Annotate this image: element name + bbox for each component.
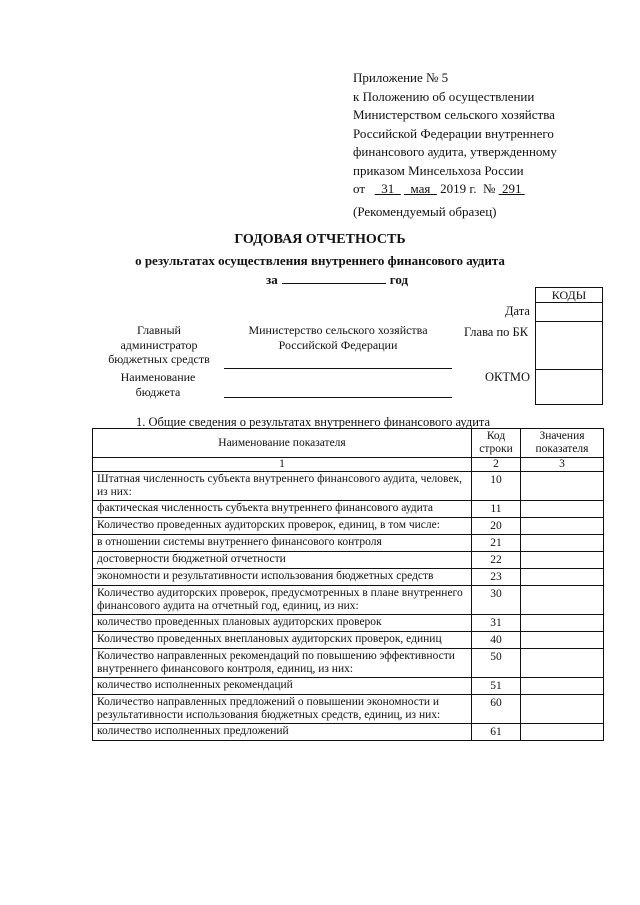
row-name: Количество направленных предложений о повышении экономности и результативности использования бюджетных средств, единиц, из них: bbox=[93, 695, 472, 724]
appendix-line: Министерством сельского хозяйства bbox=[353, 107, 555, 122]
header-value: Значения показателя bbox=[521, 429, 604, 458]
row-name: Количество проведенных аудиторских проверок, единиц, в том числе: bbox=[93, 518, 472, 535]
row-code: 10 bbox=[472, 472, 521, 501]
row-code: 61 bbox=[472, 724, 521, 741]
row-name: Количество аудиторских проверок, предусмотренных в плане внутреннего финансового аудита на отчетный год, единиц, из них: bbox=[93, 586, 472, 615]
order-month: мая bbox=[410, 181, 431, 196]
table-row bbox=[93, 501, 604, 518]
row-code: 31 bbox=[472, 615, 521, 632]
row-value-cell[interactable] bbox=[521, 649, 604, 678]
admin-underline bbox=[224, 368, 452, 369]
table-row bbox=[93, 535, 604, 552]
table-row bbox=[93, 695, 604, 724]
glava-bk-label: Глава по БК bbox=[464, 325, 529, 339]
row-name: Штатная численность субъекта внутреннего финансового аудита, человек, из них: bbox=[93, 472, 472, 501]
row-name: количество проведенных плановых аудиторских проверок bbox=[93, 615, 472, 632]
row-value-cell[interactable] bbox=[521, 724, 604, 741]
row-value-cell[interactable] bbox=[521, 632, 604, 649]
column-number-row bbox=[93, 458, 604, 472]
order-date-line bbox=[353, 180, 557, 199]
row-name: фактическая численность субъекта внутреннего финансового аудита bbox=[93, 501, 472, 518]
row-name: Количество направленных рекомендаций по повышению эффективности внутреннего финансового контроля, единиц, из них: bbox=[93, 649, 472, 678]
date-code-cell bbox=[536, 303, 602, 322]
order-number: 291 bbox=[501, 181, 522, 196]
row-value-cell[interactable] bbox=[521, 569, 604, 586]
table-header-row bbox=[93, 429, 604, 458]
row-code: 50 bbox=[472, 649, 521, 678]
table-row bbox=[93, 518, 604, 535]
row-value-cell[interactable] bbox=[521, 586, 604, 615]
row-value-cell[interactable] bbox=[521, 678, 604, 695]
row-code: 22 bbox=[472, 552, 521, 569]
document-subtitle: о результатах осуществления внутреннего финансового аудита bbox=[135, 253, 505, 268]
row-code: 21 bbox=[472, 535, 521, 552]
glava-code-cell bbox=[536, 322, 602, 370]
row-value-cell[interactable] bbox=[521, 501, 604, 518]
table-row bbox=[93, 649, 604, 678]
row-code: 40 bbox=[472, 632, 521, 649]
row-code: 51 bbox=[472, 678, 521, 695]
appendix-line: Российской Федерации внутреннего bbox=[353, 125, 554, 141]
row-name: количество исполненных предложений bbox=[93, 724, 472, 741]
section-title: 1. Общие сведения о результатах внутреннего финансового аудита bbox=[136, 415, 491, 429]
table-row bbox=[93, 724, 604, 741]
appendix-line: Приложение № 5 bbox=[353, 70, 449, 85]
date-label: Дата bbox=[505, 304, 530, 318]
row-code: 20 bbox=[472, 518, 521, 535]
column-number: 3 bbox=[521, 458, 604, 472]
codes-header: КОДЫ bbox=[536, 288, 602, 303]
document-title: ГОДОВАЯ ОТЧЕТНОСТЬ bbox=[234, 232, 406, 247]
period-blank bbox=[282, 271, 386, 284]
header-code: Код строки bbox=[472, 429, 521, 458]
row-name: количество исполненных рекомендаций bbox=[93, 678, 472, 695]
budget-underline bbox=[224, 397, 452, 398]
indicators-table bbox=[92, 428, 604, 741]
appendix-block bbox=[353, 69, 557, 199]
appendix-line: к Положению об осуществлении bbox=[353, 88, 535, 104]
admin-label: Главный администратор бюджетных средств bbox=[108, 323, 210, 366]
table-row bbox=[93, 472, 604, 501]
order-from-label: от bbox=[353, 181, 366, 196]
row-code: 23 bbox=[472, 569, 521, 586]
table-row bbox=[93, 615, 604, 632]
row-code: 30 bbox=[472, 586, 521, 615]
sample-note: (Рекомендуемый образец) bbox=[353, 204, 497, 219]
budget-label: Наименование бюджета bbox=[120, 370, 196, 399]
appendix-line: финансового аудита, утвержденному bbox=[353, 144, 557, 159]
row-value-cell[interactable] bbox=[521, 535, 604, 552]
period-for-label: за bbox=[266, 272, 278, 287]
period-year-label: год bbox=[389, 272, 409, 287]
header-name: Наименование показателя bbox=[93, 429, 472, 458]
row-name: Количество проведенных внеплановых аудиторских проверок, единиц bbox=[93, 632, 472, 649]
period-line bbox=[266, 271, 408, 288]
order-number-sign: № bbox=[483, 181, 496, 196]
table-row bbox=[93, 632, 604, 649]
table-row bbox=[93, 552, 604, 569]
table-row bbox=[93, 569, 604, 586]
row-value-cell[interactable] bbox=[521, 695, 604, 724]
row-code: 60 bbox=[472, 695, 521, 724]
row-value-cell[interactable] bbox=[521, 518, 604, 535]
codes-box bbox=[535, 287, 603, 405]
row-name: в отношении системы внутреннего финансового контроля bbox=[93, 535, 472, 552]
row-name: достоверности бюджетной отчетности bbox=[93, 552, 472, 569]
row-code: 11 bbox=[472, 501, 521, 518]
column-number: 1 bbox=[93, 458, 472, 472]
row-value-cell[interactable] bbox=[521, 552, 604, 569]
appendix-line: приказом Минсельхоза России bbox=[353, 162, 524, 178]
order-year: 2019 г. bbox=[440, 181, 477, 196]
oktmo-label: ОКТМО bbox=[485, 370, 530, 384]
table-row bbox=[93, 678, 604, 695]
column-number: 2 bbox=[472, 458, 521, 472]
row-name: экономности и результативности использования бюджетных средств bbox=[93, 569, 472, 586]
row-value-cell[interactable] bbox=[521, 615, 604, 632]
table-row bbox=[93, 586, 604, 615]
admin-value: Министерство сельского хозяйства Российской Федерации bbox=[248, 323, 428, 352]
order-day: 31 bbox=[381, 181, 395, 196]
row-value-cell[interactable] bbox=[521, 472, 604, 501]
